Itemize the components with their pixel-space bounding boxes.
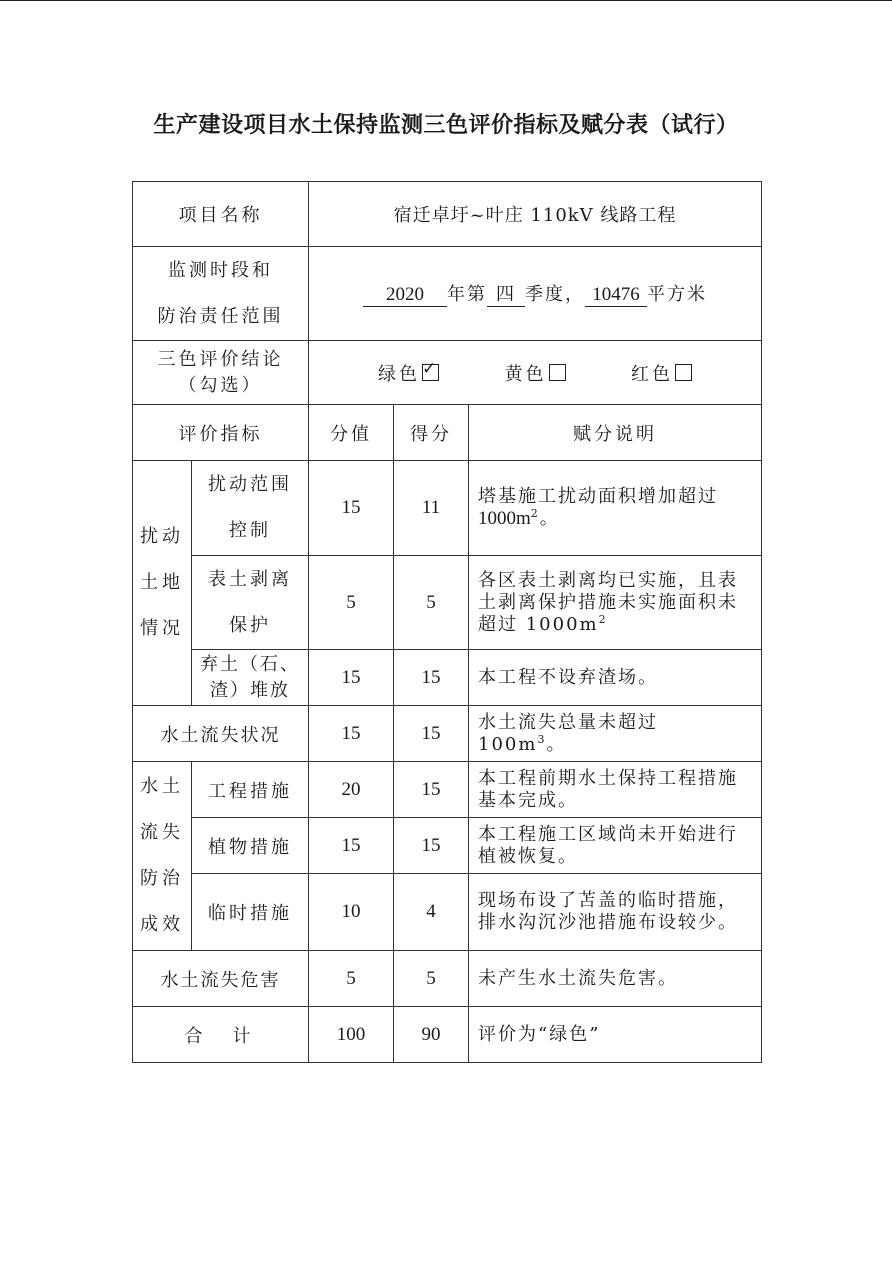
max-score-cell: 15 [309,706,394,762]
evaluation-table [132,181,762,1063]
indicator-hazard: 水土流失危害 [133,951,309,1007]
indicator-spoil-line2: 渣）堆放 [210,679,290,701]
year-field: 2020 [363,284,447,307]
note-superscript: 2 [598,612,608,626]
note-text-unit: 1000m [478,508,531,529]
total-score: 90 [394,1007,469,1063]
group-disturbance [133,461,192,706]
note-text-end: 。 [546,733,567,755]
project-value: 宿迁卓圩~叶庄 110kV 线路工程 [309,182,762,247]
indicator-plant: 植物措施 [192,818,309,874]
red-checkbox-icon[interactable] [675,364,692,381]
indicator-scope-line1: 扰动范围 [208,474,292,495]
project-row [133,182,762,247]
group-prevention-line3: 防治 [140,868,184,889]
indicator-scope [192,461,309,556]
note-text-end: 。 [539,508,560,529]
header-max: 分值 [309,405,394,461]
project-label: 项目名称 [133,182,309,247]
green-checkbox-checked-icon[interactable] [422,364,439,381]
indicator-loss: 水土流失状况 [133,706,309,762]
total-row [133,1007,762,1063]
conclusion-label [133,341,309,405]
indicator-spoil [192,650,309,706]
indicator-temporary: 临时措施 [192,874,309,951]
score-cell: 15 [394,650,469,706]
group-disturbance-line3: 情况 [140,618,184,639]
score-cell: 11 [394,461,469,556]
max-score-cell: 15 [309,818,394,874]
note-text: 水土流失总量未超过 100m [478,711,658,755]
option-red[interactable] [631,364,692,385]
table-row [133,951,762,1007]
option-yellow-label: 黄色 [504,363,547,385]
max-score-cell: 15 [309,461,394,556]
area-field: 10476 [585,284,647,307]
table-row [133,461,762,556]
score-cell: 15 [394,706,469,762]
conclusion-label-line2: （勾选） [178,374,263,396]
document-title: 生产建设项目水土保持监测三色评价指标及赋分表（试行） [153,113,739,138]
conclusion-options [309,341,762,405]
score-cell: 15 [394,762,469,818]
period-label [133,247,309,341]
total-label: 合 计 [133,1007,309,1063]
note-cell: 现场布设了苫盖的临时措施，排水沟沉沙池措施布设较少。 [469,874,762,951]
table-row [133,818,762,874]
period-value [309,247,762,341]
max-score-cell: 10 [309,874,394,951]
period-label-line1: 监测时段和 [168,259,273,281]
conclusion-label-line1: 三色评价结论 [157,348,284,370]
note-cell [469,706,762,762]
yellow-checkbox-icon[interactable] [549,364,566,381]
indicator-spoil-line1: 弃土（石、 [200,653,300,675]
note-superscript: 2 [530,507,540,520]
note-superscript: 3 [537,732,547,746]
option-yellow[interactable] [505,364,566,385]
score-cell: 5 [394,556,469,650]
max-score-cell: 15 [309,650,394,706]
max-score-cell: 20 [309,762,394,818]
note-cell: 本工程不设弃渣场。 [469,650,762,706]
group-disturbance-line1: 扰动 [140,526,184,547]
note-text: 各区表土剥离均已实施，且表土剥离保护措施未实施面积未超过 1000m [478,569,738,635]
group-disturbance-line2: 土地 [140,572,184,593]
score-cell: 4 [394,874,469,951]
note-cell: 未产生水土流失危害。 [469,951,762,1007]
conclusion-row [133,341,762,405]
indicator-engineering: 工程措施 [192,762,309,818]
header-indicator: 评价指标 [133,405,309,461]
group-prevention [133,762,192,951]
top-border-line [0,0,892,1]
total-max: 100 [309,1007,394,1063]
table-row [133,556,762,650]
note-text: 塔基施工扰动面积增加超过 [478,486,718,507]
table-row [133,650,762,706]
indicator-topsoil-line2: 保护 [229,614,271,636]
indicator-scope-line2: 控制 [229,520,271,541]
option-green[interactable] [378,364,439,385]
table-row [133,706,762,762]
year-suffix: 年第 [447,284,487,305]
option-red-label: 红色 [630,363,673,385]
quarter-field: 四 [487,284,525,307]
indicator-topsoil [192,556,309,650]
header-score: 得分 [394,405,469,461]
period-row [133,247,762,341]
period-label-line2: 防治责任范围 [157,305,284,327]
option-green-label: 绿色 [378,363,421,385]
header-note: 赋分说明 [469,405,762,461]
note-cell: 本工程前期水土保持工程措施基本完成。 [469,762,762,818]
max-score-cell: 5 [309,951,394,1007]
group-prevention-line1: 水土 [140,776,184,797]
table-row [133,762,762,818]
group-prevention-line2: 流失 [140,822,184,843]
score-cell: 5 [394,951,469,1007]
total-note: 评价为“绿色” [469,1007,762,1063]
score-cell: 15 [394,818,469,874]
header-row [133,405,762,461]
note-cell [469,556,762,650]
max-score-cell: 5 [309,556,394,650]
area-suffix: 平方米 [647,284,707,305]
note-cell [469,461,762,556]
note-cell: 本工程施工区域尚未开始进行植被恢复。 [469,818,762,874]
indicator-topsoil-line1: 表土剥离 [208,568,292,590]
table-row [133,874,762,951]
group-prevention-line4: 成效 [140,914,184,935]
quarter-suffix: 季度， [525,284,585,305]
